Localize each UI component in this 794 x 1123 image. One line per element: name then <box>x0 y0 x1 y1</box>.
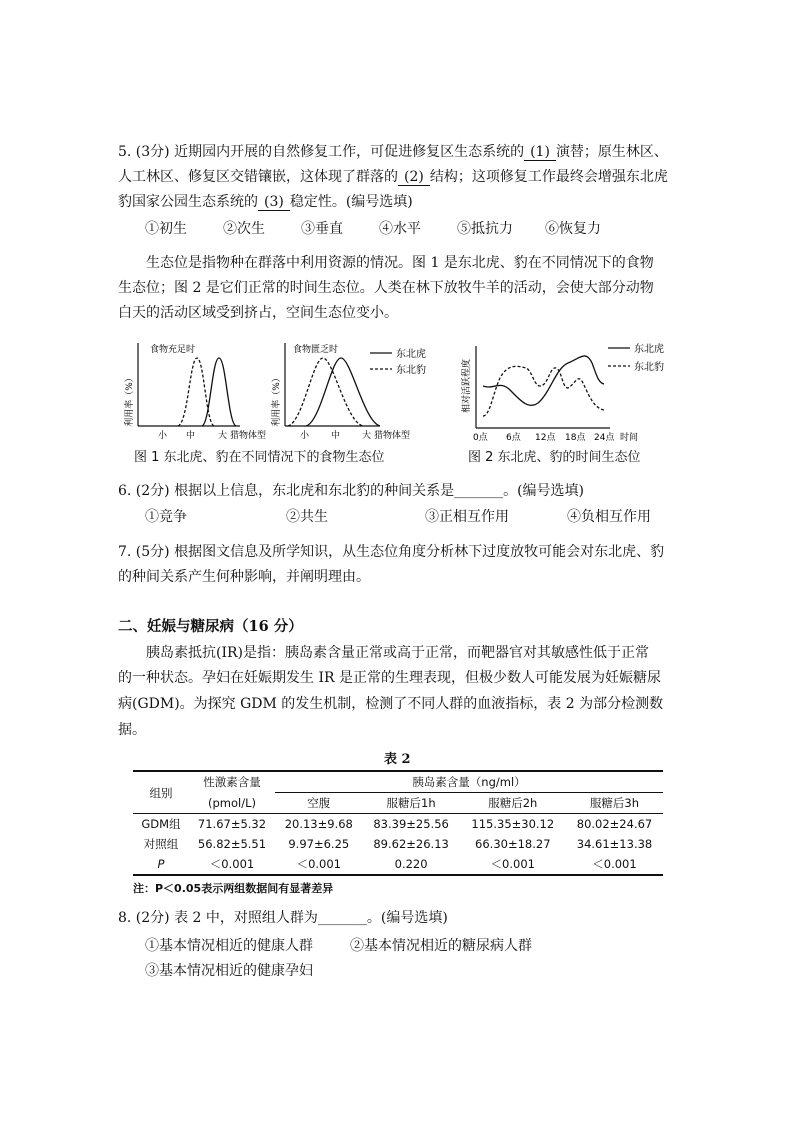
table-2 <box>133 770 663 876</box>
q8-option: ③基本情况相近的健康孕妇 <box>145 963 313 979</box>
table-cell: ＜0.001 <box>209 857 255 871</box>
fig2-tick: 6点 <box>506 433 521 443</box>
q8-option: ①基本情况相近的健康人群 <box>145 938 313 954</box>
q7-line: 的种间关系产生何种影响，并阐明理由。 <box>118 569 370 585</box>
q6-option: ④负相互作用 <box>567 509 651 525</box>
q5-option: ①初生 <box>145 221 187 237</box>
niche-intro-line: 生态位是指物种在群落中利用资源的情况。图 1 是东北虎、豹在不同情况下的食物 <box>146 255 654 271</box>
fig1-left-tick: 大 <box>218 431 228 441</box>
q8-text: 8. (2分) 表 2 中，对照组人群为_______。(编号选填) <box>118 910 448 926</box>
table-row <box>133 854 663 875</box>
fig1-left-xlabel: 猎物体型 <box>230 431 267 441</box>
table-cell: 34.61±13.38 <box>576 837 653 851</box>
section-2-intro-line: 的一种状态。孕妇在妊娠期发生 IR 是正常的生理表现，但极少数人可能发展为妊娠糖尿 <box>118 670 661 686</box>
q6-option: ②共生 <box>286 509 328 525</box>
fig1-ylabel: 利用率（%） <box>272 373 282 427</box>
figure-1 <box>118 338 448 446</box>
fig1-ylabel: 利用率（%） <box>125 373 135 427</box>
section-2-intro-line: 胰岛素抵抗(IR)是指：胰岛素含量正常或高于正常，而靶器官对其敏感性低于正常 <box>146 645 649 661</box>
table-cell: ＜0.001 <box>592 857 637 871</box>
q5-option: ③垂直 <box>301 221 343 237</box>
table-cell: 80.02±24.67 <box>576 817 653 831</box>
q6-option: ①竞争 <box>145 509 187 525</box>
table-cell: 56.82±5.51 <box>197 837 267 851</box>
fig1-right-xlabel: 猎物体型 <box>374 431 411 441</box>
fig1-caption: 图 1 东北虎、豹在不同情况下的食物生态位 <box>134 450 385 465</box>
table-2-note: 注：P＜0.05表示两组数据间有显著差异 <box>133 882 334 895</box>
q6-text: 6. (2分) 根据以上信息，东北虎和东北豹的种间关系是_______。(编号选填) <box>118 483 585 499</box>
table-cell: P <box>157 857 165 871</box>
fig1-left-title: 食物充足时 <box>150 345 196 355</box>
q5-option: ⑥恢复力 <box>545 221 601 237</box>
table-row <box>133 834 663 854</box>
section-2-intro-line: 病(GDM)。为探究 GDM 的发生机制，检测了不同人群的血液指标，表 2 为部分检测数 <box>118 696 664 712</box>
table-header-sex-hormone-unit: (pmol/L) <box>208 795 256 810</box>
table-cell: 9.97±6.25 <box>288 837 350 851</box>
fig2-tick: 24点 <box>594 433 615 443</box>
fig2-legend-tiger: 东北虎 <box>634 344 664 355</box>
table-subheader: 空腹 <box>307 796 331 810</box>
fig1-right-tick: 中 <box>331 431 341 441</box>
fig2-legend-leopard: 东北豹 <box>634 362 664 373</box>
fig2-tiger-curve <box>483 356 604 405</box>
fig2-tick: 0点 <box>473 433 488 443</box>
table-cell: 66.30±18.27 <box>475 837 551 851</box>
q5-line-2: 人工林区、修复区交错镶嵌，这体现了群落的 (2) 结构；这项修复工作最终会增强东北虎 <box>118 169 668 185</box>
q6-option: ③正相互作用 <box>425 509 509 525</box>
section-2-intro-line: 据。 <box>118 722 146 738</box>
fig1-right-title: 食物匮乏时 <box>293 345 339 355</box>
table-cell: GDM组 <box>141 817 181 831</box>
q5-blank-3: (3) <box>258 194 290 211</box>
q5-option: ④水平 <box>379 221 421 237</box>
niche-intro-line: 生态位；图 2 是它们正常的时间生态位。人类在林下放牧牛羊的活动，会使大部分动物 <box>118 280 654 296</box>
q5-line-1: 5. (3分) 近期园内开展的自然修复工作，可促进修复区生态系统的 (1) 演替；原生林区、 <box>118 144 668 160</box>
table-header-group: 组别 <box>149 785 173 800</box>
q7-line: 7. (5分) 根据图文信息及所学知识，从生态位角度分析林下过度放牧可能会对东北虎、豹 <box>118 544 665 560</box>
table-header-sex-hormone: 性激素含量 <box>203 775 261 790</box>
table-cell: ＜0.001 <box>490 857 535 871</box>
table-row <box>133 814 663 835</box>
fig2-xlabel: 时间 <box>620 433 639 443</box>
table-cell: 83.39±25.56 <box>373 817 449 831</box>
table-subheader: 服糖后3h <box>589 796 640 810</box>
fig2-ylabel: 相对活跃程度 <box>462 358 472 414</box>
fig2-tick: 18点 <box>565 433 586 443</box>
fig2-tick: 12点 <box>535 433 556 443</box>
fig1-legend-tiger: 东北虎 <box>396 349 426 360</box>
table-cell: ＜0.001 <box>296 857 342 871</box>
table-subheader: 服糖后1h <box>386 796 436 810</box>
table-cell: 20.13±9.68 <box>284 817 353 831</box>
table-cell: 对照组 <box>143 837 179 851</box>
table-cell: 115.35±30.12 <box>471 817 555 831</box>
fig1-right-tick: 大 <box>362 431 372 441</box>
table-cell: 89.62±26.13 <box>373 837 449 851</box>
q5-blank-2: (2) <box>398 169 430 186</box>
q5-line-3: 豹国家公园生态系统的 (3) 稳定性。(编号选填) <box>118 194 413 210</box>
fig1-right-tick: 小 <box>300 431 310 441</box>
table-cell: 0.220 <box>394 857 428 871</box>
fig2-caption: 图 2 东北虎、豹的时间生态位 <box>468 450 641 465</box>
fig2-leopard-curve <box>483 366 604 416</box>
q8-option: ②基本情况相近的糖尿病人群 <box>350 938 532 954</box>
fig1-left-tiger-curve <box>202 358 236 426</box>
q5-option: ②次生 <box>223 221 265 237</box>
q5-blank-1: (1) <box>524 144 556 161</box>
table-cell: 71.67±5.32 <box>197 817 267 831</box>
table-header-insulin: 胰岛素含量（ng/ml） <box>275 771 663 793</box>
fig1-legend-leopard: 东北豹 <box>396 365 426 376</box>
table-2-title: 表 2 <box>384 752 411 767</box>
fig1-left-leopard-curve <box>178 358 214 426</box>
table-subheader: 服糖后2h <box>488 796 538 810</box>
fig1-right-tiger-curve <box>306 358 380 426</box>
q5-option: ⑤抵抗力 <box>457 221 513 237</box>
section-2-title: 二、妊娠与糖尿病（16 分） <box>118 618 303 635</box>
fig1-left-tick: 中 <box>186 431 196 441</box>
fig1-left-tick: 小 <box>158 431 168 441</box>
figure-2 <box>458 338 688 446</box>
niche-intro-line: 白天的活动区域受到挤占，空间生态位变小。 <box>118 305 398 321</box>
